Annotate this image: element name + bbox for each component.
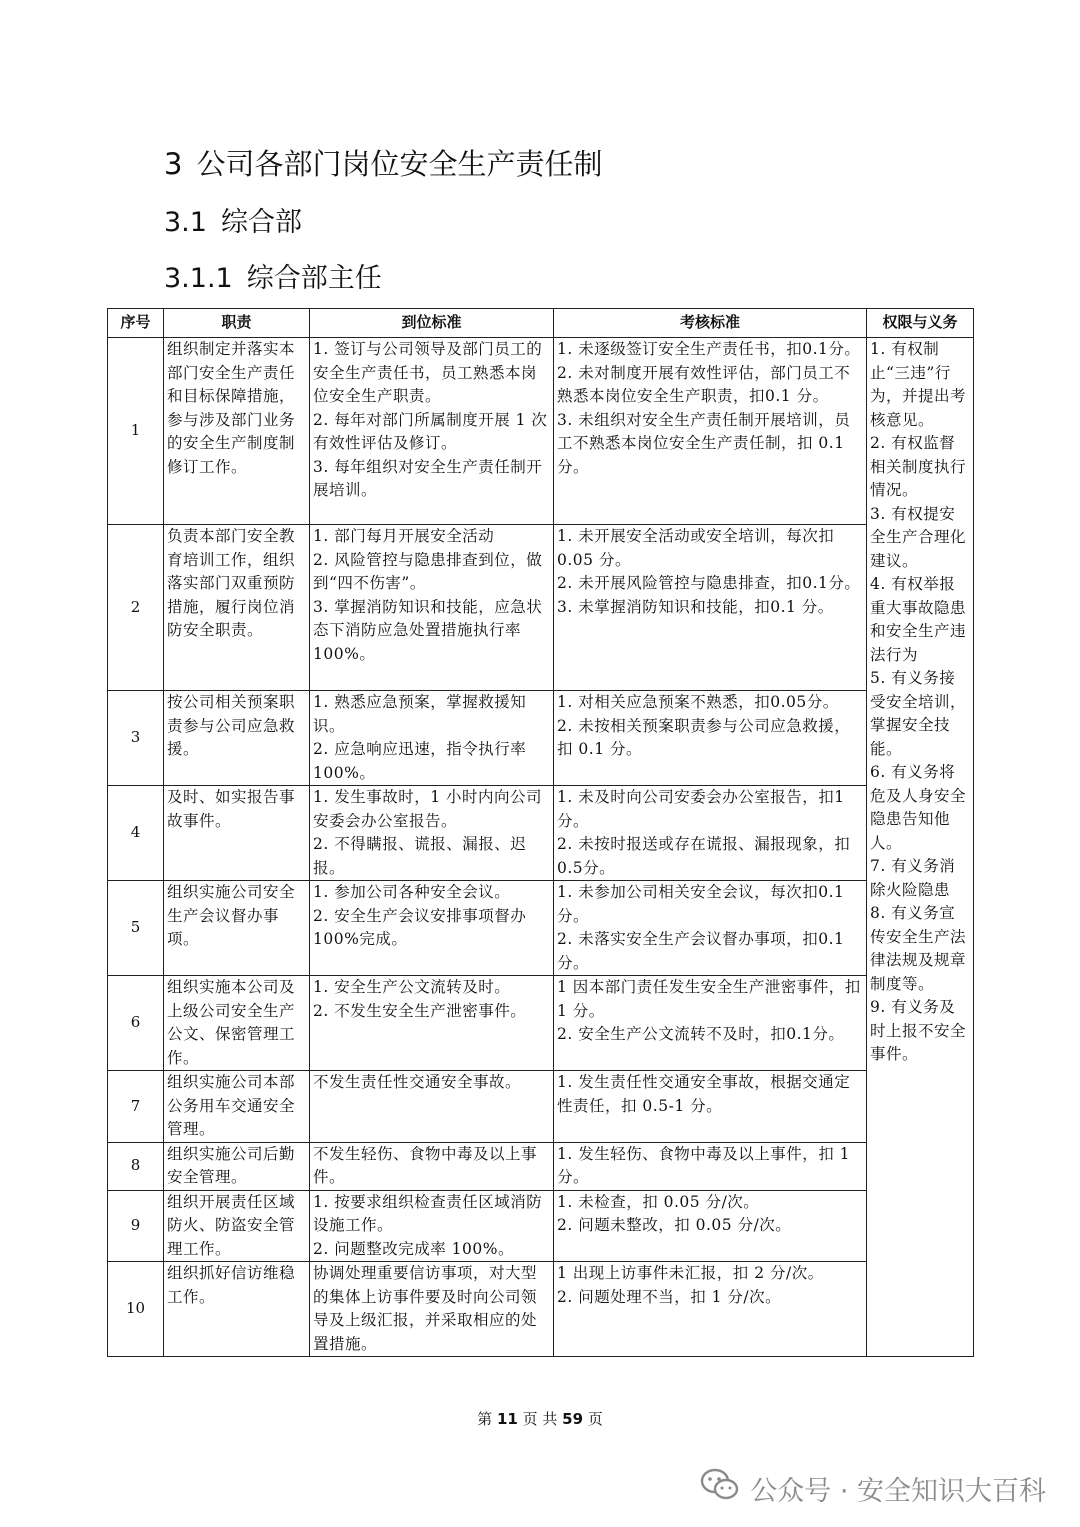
assessment-cell <box>554 1262 867 1357</box>
assessment-cell <box>554 976 867 1071</box>
standard-cell <box>310 1190 554 1262</box>
table-row <box>108 1262 974 1357</box>
row-index: 9 <box>108 1190 164 1262</box>
assessment-cell <box>554 881 867 976</box>
assessment-item: 2. 未开展风险管控与隐患排查，扣0.1分。 <box>557 574 861 592</box>
standard-cell <box>310 525 554 691</box>
standard-item: 2. 应急响应迅速，指令执行率 100%。 <box>313 740 527 782</box>
table-row <box>108 786 974 881</box>
row-index: 3 <box>108 691 164 786</box>
assessment-item: 2. 未落实安全生产会议督办事项，扣0.1分。 <box>557 930 845 972</box>
wechat-icon <box>700 1468 740 1509</box>
assessment-item: 2. 安全生产公文流转不及时，扣0.1分。 <box>557 1025 845 1043</box>
rights-item: 9. 有义务及时上报不安全事件。 <box>870 998 967 1063</box>
row-index: 7 <box>108 1071 164 1143</box>
heading-text: 综合部主任 <box>246 263 382 294</box>
row-index: 5 <box>108 881 164 976</box>
rights-item: 8. 有义务宣传安全生产法律法规及规章制度等。 <box>870 904 967 993</box>
assessment-item: 1. 未及时向公司安委会办公室报告，扣1分。 <box>557 788 845 830</box>
assessment-item: 2. 问题处理不当，扣 1 分/次。 <box>557 1287 782 1306</box>
col-header-index: 序号 <box>108 309 164 338</box>
duty-cell: 组织实施公司后勤安全管理。 <box>164 1142 310 1190</box>
heading-number: 3.1 <box>164 207 207 238</box>
standard-item: 协调处理重要信访事项，对大型的集体上访事件要及时向公司领导及上级汇报，并采取相应的处置措施。 <box>313 1264 538 1353</box>
page-total: 59 <box>562 1410 584 1428</box>
row-index: 4 <box>108 786 164 881</box>
assessment-item: 1. 发生轻伤、食物中毒及以上事件，扣 1 分。 <box>557 1144 851 1186</box>
assessment-item: 1 出现上访事件未汇报，扣 2 分/次。 <box>557 1264 824 1282</box>
standard-item: 1. 部门每月开展安全活动 <box>313 527 495 545</box>
duty-cell: 组织实施公司本部公务用车交通安全管理。 <box>164 1071 310 1143</box>
assessment-cell <box>554 1142 867 1190</box>
table-row <box>108 1142 974 1190</box>
footer-prefix: 第 <box>477 1410 493 1428</box>
standard-item: 1. 安全生产公文流转及时。 <box>313 978 511 996</box>
duty-cell: 组织实施本公司及上级公司安全生产公文、保密管理工作。 <box>164 976 310 1071</box>
heading-section-3-1-1 <box>164 256 382 295</box>
assessment-item: 3. 未掌握消防知识和技能，扣0.1 分。 <box>557 597 834 616</box>
standard-item: 不发生轻伤、食物中毒及以上事件。 <box>313 1144 538 1186</box>
table-row <box>108 1190 974 1262</box>
duty-cell: 组织制定并落实本部门安全生产责任和目标保障措施，参与涉及部门业务的安全生产制度制修订工作。 <box>164 338 310 525</box>
rights-item: 4. 有权举报重大事故隐患和安全生产违法行为 <box>870 575 967 664</box>
assessment-cell <box>554 1190 867 1262</box>
duty-cell: 组织抓好信访维稳工作。 <box>164 1262 310 1357</box>
standard-cell <box>310 1142 554 1190</box>
col-header-rights: 权限与义务 <box>867 309 974 338</box>
duty-cell: 组织开展责任区域防火、防盗安全管理工作。 <box>164 1190 310 1262</box>
standard-item: 3. 掌握消防知识和技能，应急状态下消防应急处置措施执行率 100%。 <box>313 597 543 663</box>
standard-item: 2. 风险管控与隐患排查到位，做到“四不伤害”。 <box>313 550 543 592</box>
duty-cell: 及时、如实报告事故事件。 <box>164 786 310 881</box>
duty-cell: 按公司相关预案职责参与公司应急救援。 <box>164 691 310 786</box>
assessment-cell <box>554 691 867 786</box>
standard-item: 1. 熟悉应急预案，掌握救援知识。 <box>313 693 527 735</box>
duty-cell: 负责本部门安全教育培训工作，组织落实部门双重预防措施，履行岗位消防安全职责。 <box>164 525 310 691</box>
responsibility-table <box>107 308 974 1357</box>
heading-section-3-1 <box>164 200 302 239</box>
assessment-item: 2. 未按时报送或存在谎报、漏报现象，扣0.5分。 <box>557 835 851 877</box>
standard-cell <box>310 338 554 525</box>
standard-item: 2. 不得瞒报、谎报、漏报、迟报。 <box>313 835 527 877</box>
assessment-item: 2. 未按相关预案职责参与公司应急救援，扣 0.1 分。 <box>557 716 851 758</box>
watermark <box>700 1468 1046 1508</box>
rights-item: 6. 有义务将危及人身安全隐患告知他人。 <box>870 763 967 852</box>
standard-cell <box>310 1262 554 1357</box>
col-header-standard: 到位标准 <box>310 309 554 338</box>
assessment-item: 1. 未检查，扣 0.05 分/次。 <box>557 1192 760 1211</box>
footer-suffix: 页 <box>587 1410 603 1428</box>
col-header-assessment: 考核标准 <box>554 309 867 338</box>
assessment-item: 1. 对相关应急预案不熟悉，扣0.05分。 <box>557 693 839 711</box>
table-header-row <box>108 309 974 338</box>
standard-item: 2. 不发生安全生产泄密事件。 <box>313 1001 527 1020</box>
assessment-item: 2. 问题未整改，扣 0.05 分/次。 <box>557 1216 792 1234</box>
standard-item: 3. 每年组织对安全生产责任制开展培训。 <box>313 457 543 499</box>
standard-item: 2. 每年对部门所属制度开展 1 次有效性评估及修订。 <box>313 410 548 452</box>
table-row <box>108 691 974 786</box>
standard-item: 2. 问题整改完成率 100%。 <box>313 1239 514 1258</box>
page-footer <box>0 1408 1080 1429</box>
standard-item: 1. 参加公司各种安全会议。 <box>313 883 511 901</box>
row-index: 6 <box>108 976 164 1071</box>
heading-number: 3.1.1 <box>164 263 233 294</box>
col-header-duty: 职责 <box>164 309 310 338</box>
heading-text: 公司各部门岗位安全生产责任制 <box>196 147 603 181</box>
assessment-cell <box>554 786 867 881</box>
assessment-item: 3. 未组织对安全生产责任制开展培训，员工不熟悉本岗位安全生产责任制，扣 0.1 分。 <box>557 410 851 476</box>
row-index: 2 <box>108 525 164 691</box>
rights-cell <box>867 338 974 1357</box>
heading-text: 综合部 <box>220 207 302 238</box>
standard-item: 1. 按要求组织检查责任区域消防设施工作。 <box>313 1192 543 1234</box>
footer-mid: 页 共 <box>522 1410 558 1428</box>
assessment-item: 1. 未开展安全活动或安全培训，每次扣 0.05 分。 <box>557 527 835 569</box>
assessment-cell <box>554 525 867 691</box>
table-row <box>108 525 974 691</box>
assessment-cell <box>554 1071 867 1143</box>
page-number: 11 <box>496 1410 518 1428</box>
assessment-item: 2. 未对制度开展有效性评估，部门员工不熟悉本岗位安全生产职责，扣0.1 分。 <box>557 363 851 405</box>
standard-item: 1. 签订与公司领导及部门员工的安全生产责任书，员工熟悉本岗位安全生产职责。 <box>313 340 543 405</box>
rights-item: 7. 有义务消除火险隐患 <box>870 857 956 899</box>
standard-cell <box>310 1071 554 1143</box>
watermark-text: 公众号 · 安全知识大百科 <box>750 1475 1046 1507</box>
standard-item: 不发生责任性交通安全事故。 <box>313 1073 522 1091</box>
table-row <box>108 1071 974 1143</box>
row-index: 10 <box>108 1262 164 1357</box>
table-row <box>108 338 974 525</box>
standard-cell <box>310 976 554 1071</box>
standard-item: 1. 发生事故时，1 小时内向公司安委会办公室报告。 <box>313 788 543 830</box>
table-row <box>108 881 974 976</box>
heading-section-3 <box>164 142 602 183</box>
rights-item: 2. 有权监督相关制度执行情况。 <box>870 434 967 499</box>
assessment-item: 1. 未逐级签订安全生产责任书，扣0.1分。 <box>557 340 861 358</box>
rights-item: 5. 有义务接受安全培训，掌握安全技能。 <box>870 669 967 758</box>
assessment-cell <box>554 338 867 525</box>
assessment-item: 1. 发生责任性交通安全事故，根据交通定性责任，扣 0.5-1 分。 <box>557 1073 851 1115</box>
standard-cell <box>310 786 554 881</box>
duty-cell: 组织实施公司安全生产会议督办事项。 <box>164 881 310 976</box>
rights-item: 3. 有权提安全生产合理化建议。 <box>870 504 967 570</box>
heading-number: 3 <box>164 147 183 181</box>
standard-item: 2. 安全生产会议安排事项督办100%完成。 <box>313 906 527 948</box>
row-index: 8 <box>108 1142 164 1190</box>
standard-cell <box>310 881 554 976</box>
standard-cell <box>310 691 554 786</box>
assessment-item: 1. 未参加公司相关安全会议，每次扣0.1 分。 <box>557 883 845 925</box>
assessment-item: 1 因本部门责任发生安全生产泄密事件，扣 1 分。 <box>557 978 861 1020</box>
row-index: 1 <box>108 338 164 525</box>
table-row <box>108 976 974 1071</box>
rights-item: 1. 有权制止“三违”行为，并提出考核意见。 <box>870 340 967 429</box>
